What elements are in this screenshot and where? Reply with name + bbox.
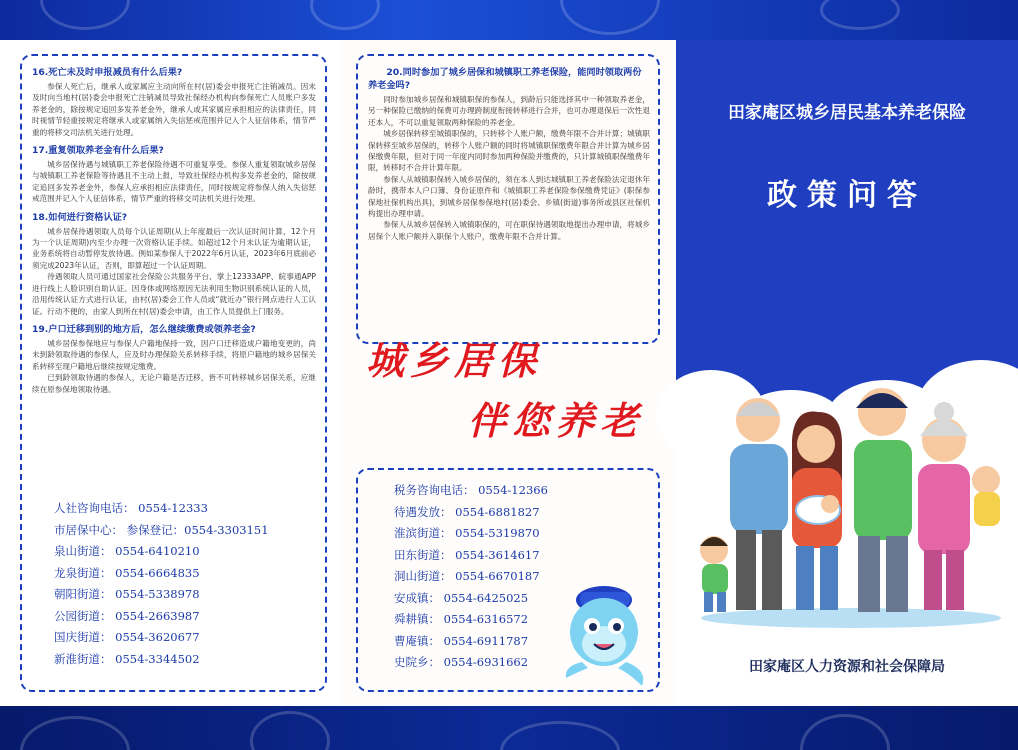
contact-phone-row: 龙泉街道： 0554-6664835 [54, 565, 200, 580]
qa-answer-paragraph: 城乡居保参保地应与参保人户籍地保持一致，因户口迁移造成户籍地变更的，尚未到龄领取待遇的参保人，应及时办理保险关系转移手续，将原户籍地的城乡居保关系转移至现户籍地后继续按规定缴费。 [32, 338, 316, 371]
middle-panel [338, 40, 676, 706]
qa-question-title: 18.如何进行资格认证? [32, 211, 128, 223]
contact-phone-row: 新淮街道： 0554-3344502 [54, 651, 200, 666]
contact-phone-row: 舜耕镇： 0554-6316572 [394, 612, 529, 626]
qa-answer-paragraph: 参保人死亡后，继承人或家属应主动向所在村(居)委会申报死亡注销减员。因未及时向当地村(居)委会申报死亡注销减员导致社保经办机构向参保死亡人员账户多发养老金的，除按规定追回多发养老金外，继承人或其家属应承担相应的法律责任，同时视情节轻重按规定将继承人或家属纳入失信惩戒范围并记入个人征信体系，情节严重的将移交司法机关进行处理。 [32, 82, 316, 137]
dolphin-mascot-icon [556, 570, 656, 690]
contact-phone-row: 安成镇： 0554-6425025 [394, 590, 529, 605]
qa-answer-paragraph: 同时参加城乡居保和城镇职保的参保人，到龄后只能选择其中一种领取养老金，另一种保险已缴纳的保费可办理跨制度衔接转移进行合并，也可办理退保后一次性退还本人，不可以重复领取两种保险的养老金。 [368, 95, 650, 127]
mid-qa-content [368, 66, 650, 248]
qa-answer-paragraph: 城乡居保转移至城镇职保的，只转移个人账户额，缴费年限不合并计算；城镇职保转移至城乡居保的，转移个人账户额的同时将城镇职保缴费年限合并计算为城乡居保缴费年限，但对于同一年度内同时参加两种保险并缴费的，只计算城镇职保缴费年限，转移时不合并计算年限。 [368, 129, 650, 173]
contact-phone-row: 公园街道： 0554-2663987 [54, 608, 200, 623]
contact-phone-row: 税务咨询电话： 0554-12366 [394, 483, 548, 497]
qa-section [32, 66, 316, 138]
contact-phone-row: 曹庵镇： 0554-6911787 [394, 633, 529, 648]
issuer-name: 田家庵区人力资源和社会保障局 [749, 659, 945, 675]
contact-phone-row: 洞山街道： 0554-6670187 [394, 569, 540, 583]
qa-section [32, 323, 316, 395]
slogan-line-2: 伴您养老 [468, 398, 645, 443]
qa-answer-paragraph: 城乡居保待遇与城镇职工养老保险待遇不可重复享受。参保人重复领取城乡居保与城镇职工养老保险等待遇且不主动上报，导致社保经办机构多发养老金的，除按规定追回多发养老金外，参保人应承担相应法律责任，同时按规定将参保人纳入失信惩戒范围并记入个人征信体系，情节严重的将移交司法机关进行处理。 [32, 160, 316, 204]
qa-answer-paragraph: 参保人从城镇职保转入城乡居保的，须在本人到达城镇职工养老保险法定退休年龄时，携带本人户口簿、身份证原件和《城镇职工养老保险参保缴费凭证》(职保参保地社保机构出具)，到城乡居保参保地村(居)委会、乡镇(街道)事务所或县区社保机构提出办理申请。 [368, 174, 650, 219]
qa-answer-paragraph: 城乡居保待遇领取人员每个认证周期(从上年度最后一次认证时间计算，12个月为一个认证周期)内至少办理一次资格认证手续。如超过12个月未认证为逾期认证，业务系统将自动暂停发放待遇。例如某参保人于2022年6月认证，2023年6月底前必须完成2023年认证，否则，即算超过一个认证周期。 [32, 226, 316, 270]
left-panel [0, 40, 338, 706]
mid-contact-list [394, 480, 548, 674]
contact-phone-row: 朝阳街道： 0554-5338978 [54, 587, 200, 601]
slogan-line-1: 城乡居保 [366, 338, 543, 383]
contact-phone-row: 田东街道： 0554-3614617 [394, 547, 540, 562]
bottom-decorative-band [0, 706, 1018, 750]
right-cover-panel [676, 40, 1018, 706]
contact-phone-row: 人社咨询电话： 0554-12333 [54, 501, 208, 515]
contact-phone-row: 待遇发放： 0554-6881827 [394, 504, 540, 519]
qa-section [368, 66, 650, 242]
qa-question-title: 19.户口迁移到别的地方后，怎么继续缴费或领养老金? [32, 323, 256, 335]
contact-phone-row: 市居保中心： 参保登记：0554-3303151 [54, 522, 269, 537]
left-contact-list [54, 498, 269, 670]
qa-answer-paragraph: 参保人从城乡居保转入城镇职保的，可在职保待遇领取地提出办理申请，将城乡居保个人账户额并入职保个人账户，缴费年限不合并计算。 [368, 220, 650, 241]
qa-answer-paragraph: 已到龄领取待遇的参保人，无论户籍是否迁移，皆不可转移城乡居保关系，应继续在原参保地领取待遇。 [32, 373, 316, 394]
contact-phone-row: 国庆街道： 0554-3620677 [54, 630, 200, 644]
left-qa-content [32, 66, 316, 401]
cover-subtitle: 政策问答 [767, 178, 927, 213]
qa-section [32, 144, 316, 205]
contact-phone-row: 淮滨街道： 0554-5319870 [394, 526, 540, 540]
qa-question-title: 20.同时参加了城乡居保和城镇职工养老保险，能同时领取两份养老金吗? [368, 67, 642, 91]
qa-question-title: 17.重复领取养老金有什么后果? [32, 145, 164, 157]
family-illustration [696, 360, 1006, 630]
qa-section [32, 211, 316, 317]
top-decorative-band [0, 0, 1018, 40]
qa-question-title: 16.死亡未及时申报减员有什么后果? [32, 67, 183, 78]
qa-answer-paragraph: 待遇领取人员可通过国家社会保险公共服务平台、掌上12333APP、皖事通APP进行线上人脸识别自助认证。因身体或网络原因无法利用生物识别系统认证的人员，沿用传统认证方式进行认证，由村(居)委会工作人员或“就近办”银行网点进行人工认证。行动不便的，由家人到所在村(居)委会申请，由工作人员提供上门服务。 [32, 272, 316, 316]
contact-phone-row: 泉山街道： 0554-6410210 [54, 544, 200, 558]
cover-title: 田家庵区城乡居民基本养老保险 [728, 103, 966, 123]
contact-phone-row: 史院乡： 0554-6931662 [394, 655, 529, 669]
